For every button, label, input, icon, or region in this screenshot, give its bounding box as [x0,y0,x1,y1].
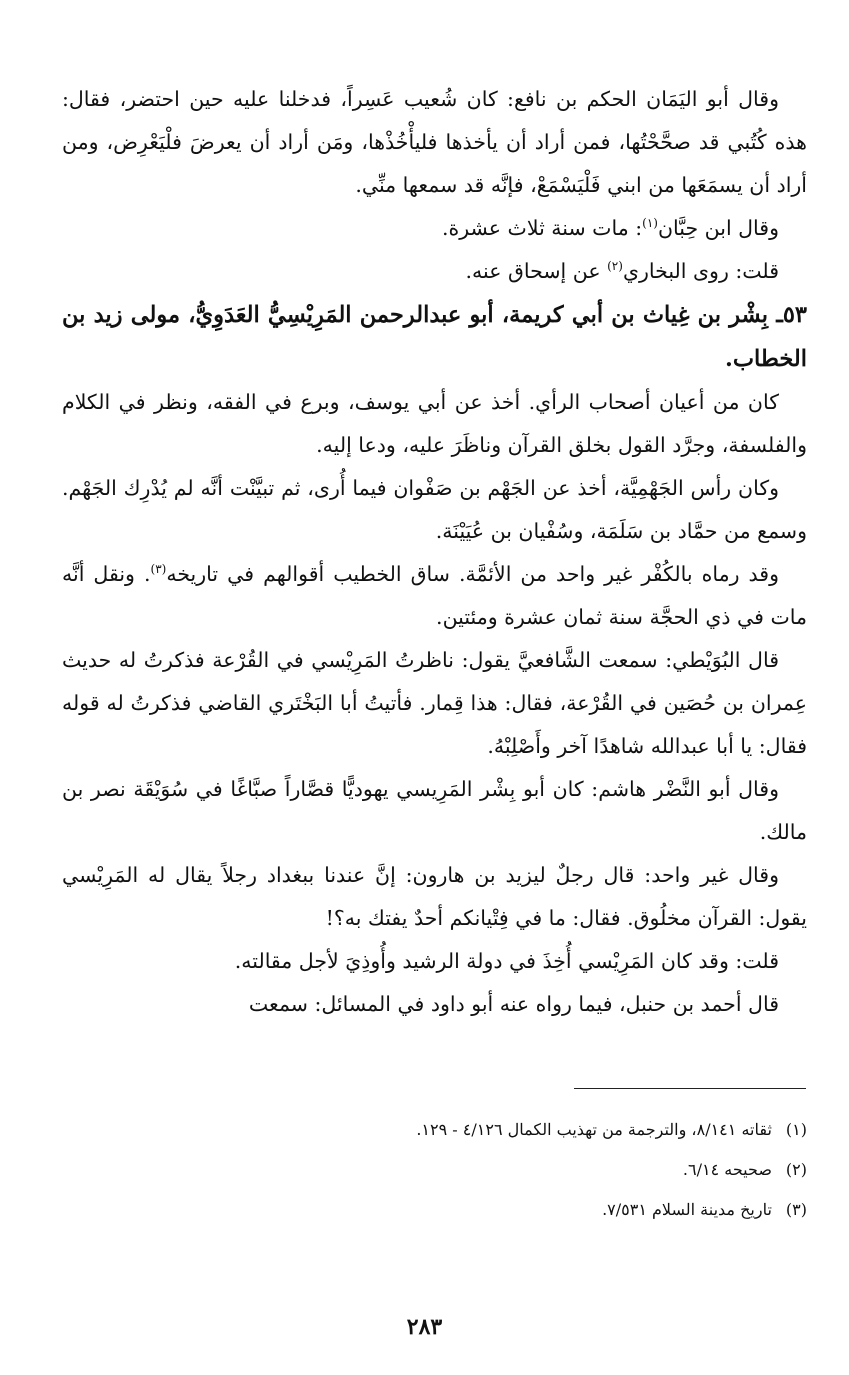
paragraph-abu-al-nadr: وقال أبو النَّضْر هاشم: كان أبو بِشْر المَرِيسي يهوديًّا قصَّاراً صبَّاغًا في سُوَيْقَة نصر بن مالك. [62,777,807,844]
footnote-ref-3[interactable]: (٣) [150,562,167,577]
paragraph-ibn-hibban: وقال ابن حِبَّان$^{(١)}$: مات سنة ثلاث عشرة. [441,216,779,240]
paragraph-abu-al-yaman: وقال أبو اليَمَان الحكم بن نافع: كان شُعيب عَسِراً، فدخلنا عليه حين احتضر، فقال: هذه كُتُبي قد صحَّحْتُها، فمن أراد أن يأخذها فليأْخُذْها، ومَن أراد أن يعرضَ فلْيَعْرِض، ومن أراد أن يسمَعَها من ابني فَلْيَسْمَعْ، فإنَّه قد سمعها منِّي. [62,87,807,197]
footnote-1: (١)ثقاته ٨/١٤١، والترجمة من تهذيب الكمال ٤/١٢٦ - ١٢٩. [416,1120,807,1139]
paragraph-yazid: وقال غير واحد: قال رجلٌ ليزيد بن هارون: إنَّ عندنا ببغداد رجلاً يقال له المَرِيْسي يقول: القرآن مخلُوق. فقال: ما في فِتْيانكم أحدٌ يفتك به؟! [62,863,807,930]
footnotes [62,1110,807,1230]
paragraph-khatib: وقد رماه بالكُفْر غير واحد من الأئمَّة. ساق الخطيب أقوالهم في تاريخه$^{(٣)}$. ونقل أنَّه مات في ذي الحجَّة سنة ثمان عشرة ومئتين. [62,562,807,629]
footnote-2: (٢)صحيحه ٦/١٤. [682,1160,807,1179]
footnote-3: (٣)تاريخ مدينة السلام ٧/٥٣١. [602,1200,807,1219]
footnote-divider [574,1088,806,1089]
footnote-ref-1[interactable]: (١) [642,216,658,231]
footnote-ref-2[interactable]: (٢) [607,259,623,274]
paragraph-bukhari: قلت: روى البخاري$^{(٢)}$ عن إسحاق عنه. [465,259,779,283]
page-body [62,78,807,1026]
entry-heading-53: ٥٣ـ بِشْر بن غِياث بن أبي كريمة، أبو عبدالرحمن المَرِيْسِيُّ العَدَوِيُّ، مولى زيد بن الخطاب. [62,302,807,372]
paragraph-ahmad: قال أحمد بن حنبل، فيما رواه عنه أبو داود في المسائل: سمعت [248,992,779,1016]
paragraph-biography: كان من أعيان أصحاب الرأي. أخذ عن أبي يوسف، وبرع في الفقه، ونظر في الكلام والفلسفة، وجرَّد القول بخلق القرآن وناظَرَ عليه، ودعا إليه. [62,390,807,457]
paragraph-rashid: قلت: وقد كان المَرِيْسي أُخِذَ في دولة الرشيد وأُوذِيَ لأجل مقالته. [234,949,779,973]
paragraph-jahmiyya: وكان رأس الجَهْمِيَّة، أخذ عن الجَهْم بن صَفْوان فيما أُرى، ثم تبيَّنْت أنَّه لم يُدْرِك الجَهْم. وسمع من حمَّاد بن سَلَمَة، وسُفْيان بن عُيَيْنَة. [62,476,807,543]
page-number: ٢٨٣ [406,1314,443,1340]
paragraph-buwayti: قال البُوَيْطي: سمعت الشَّافعيَّ يقول: ناظرتُ المَرِيْسي في القُرْعة فذكرتُ له حديث عِمران بن حُصَين في القُرْعة، فقال: هذا قِمار. فأتيتُ أبا البَخْتَري القاضي فذكرتُ له قوله فقال: يا أبا عبدالله شاهدًا آخر وأَصْلِبْهُ. [62,648,807,758]
